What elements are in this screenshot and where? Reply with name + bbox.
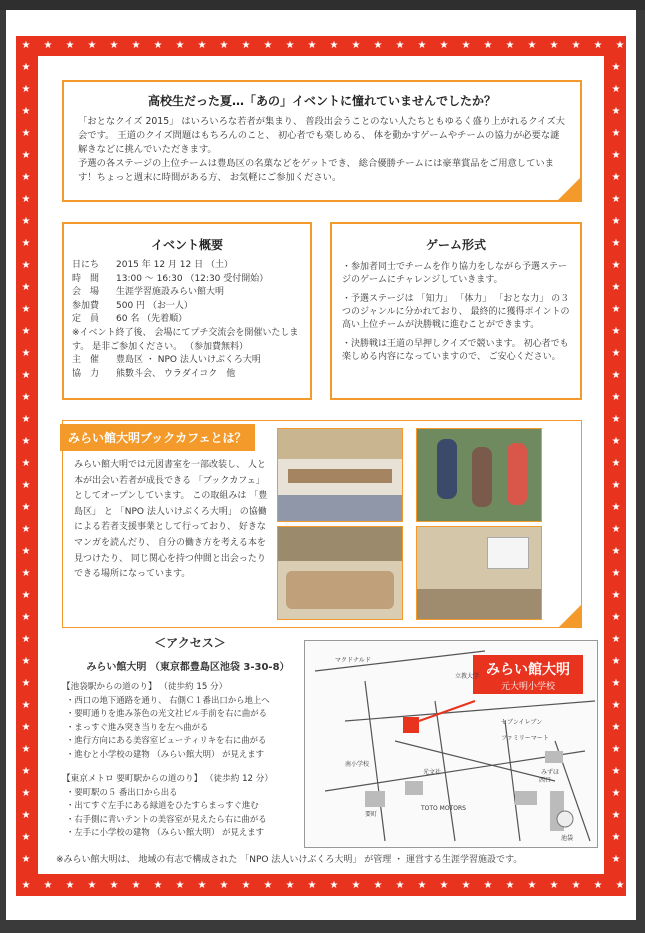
- photo-group: [277, 526, 403, 620]
- border-star: ★: [611, 788, 621, 799]
- border-star: ★: [21, 392, 31, 403]
- border-star: ★: [153, 880, 163, 891]
- format-point-2: ・予選ステージは 「知力」 「体力」 「おとな力」 の３つのジャンルに分かれており、 最終的に獲得ポイントの高い上位チームが決勝戦に進むことができます。: [342, 294, 570, 330]
- overview-key: 協 力: [72, 368, 100, 379]
- photo-person: [437, 439, 457, 499]
- border-star: ★: [109, 880, 119, 891]
- border-star: ★: [571, 40, 581, 51]
- overview-value: 豊島区 ・ NPO 法人いけぶくろ大明: [116, 355, 261, 366]
- border-star: ★: [611, 678, 621, 689]
- border-star: ★: [611, 612, 621, 623]
- border-star: ★: [611, 326, 621, 337]
- map-destination-label: [473, 655, 583, 694]
- intro-paragraph-2: 予選の各ステージの上位チームは豊島区の名菓などをゲットでき、 総合優勝チームには豪華賞品をご用意しています！ちょっと週末に時間がある方、 お気軽にご参加ください。: [78, 158, 554, 183]
- photo-presentation: [416, 526, 542, 620]
- border-star: ★: [549, 880, 559, 891]
- overview-value: 熊數斗会、 ウラダイコク 他: [116, 368, 236, 379]
- border-star: ★: [197, 880, 207, 891]
- border-star: ★: [307, 880, 317, 891]
- photo-person: [507, 443, 527, 505]
- border-star: ★: [373, 40, 383, 51]
- border-star: ★: [21, 854, 31, 865]
- border-star: ★: [483, 880, 493, 891]
- route-step: ・まっすぐ進み突き当りを左へ曲がる: [66, 721, 209, 732]
- map-text: セブンイレブン: [501, 719, 543, 726]
- border-star: ★: [21, 260, 31, 271]
- border-star: ★: [611, 128, 621, 139]
- border-star: ★: [21, 832, 31, 843]
- photo-floor: [278, 495, 402, 521]
- corner-triangle: [558, 604, 582, 628]
- border-star: ★: [21, 128, 31, 139]
- border-star: ★: [175, 880, 185, 891]
- border-star: ★: [263, 880, 273, 891]
- border-star: ★: [21, 348, 31, 359]
- border-star: ★: [439, 880, 449, 891]
- bookcafe-label: みらい館大明ブックカフェとは？: [60, 424, 255, 451]
- intro-heading: 高校生だった夏…「あの」イベントに憧れていませんでしたか？: [147, 94, 496, 108]
- border-star: ★: [65, 40, 75, 51]
- overview-value: 生涯学習施設みらい館大明: [116, 287, 225, 298]
- border-star: ★: [395, 880, 405, 891]
- format-point-3: ・決勝戦は王道の早押しクイズで競います。 初心者でも楽しめる内容になっていますので、 ご安心ください。: [342, 339, 569, 362]
- border-star: ★: [611, 304, 621, 315]
- overview-title: イベント概要: [150, 238, 223, 252]
- border-star: ★: [483, 40, 493, 51]
- route-1-list: [66, 694, 270, 761]
- map-destination: [403, 717, 419, 733]
- border-star: ★: [21, 700, 31, 711]
- overview-key: 時 間: [72, 273, 100, 284]
- border-star: ★: [611, 502, 621, 513]
- overview-key: 参加費: [72, 300, 100, 311]
- border-star: ★: [131, 880, 141, 891]
- format-title: ゲーム形式: [425, 238, 486, 252]
- border-star: ★: [549, 40, 559, 51]
- overview-value: 2015 年 12 月 12 日 （土）: [116, 260, 233, 270]
- border-star: ★: [65, 880, 75, 891]
- border-star: ★: [21, 480, 31, 491]
- map-label-main: みらい館大明: [486, 662, 570, 678]
- map-road: [345, 701, 595, 721]
- map-label-sub: 元大明小学校: [500, 682, 555, 692]
- route-step: ・要町駅の５ 番出口から出る: [66, 787, 178, 797]
- border-star: ★: [615, 40, 625, 51]
- border-star: ★: [21, 590, 31, 601]
- map-text: 立教大学: [455, 673, 480, 680]
- map-building: [545, 751, 563, 763]
- overview-value: 60 名 （先着順）: [116, 314, 188, 325]
- photo-people: [416, 428, 542, 522]
- footer-note: ※みらい館大明は、 地域の有志で構成された 「NPO 法人いけぶくろ大明」 が管理 ・ 運営する生涯学習施設です。: [56, 855, 523, 865]
- route-step: ・進行方向にある美容室ビューティリキを右に曲がる: [66, 735, 267, 746]
- overview-note: ※イベント終了後、 会場にてプチ交流会を開催いたします。 是非ご参加ください。 （参加費無料）: [72, 327, 299, 352]
- border-star: ★: [611, 414, 621, 425]
- overview-key: 定 員: [72, 314, 100, 325]
- border-star: ★: [611, 480, 621, 491]
- border-star: ★: [417, 40, 427, 51]
- border-star: ★: [329, 880, 339, 891]
- border-star: ★: [351, 880, 361, 891]
- route-1-title: 【池袋駅からの道のり】 （徒歩約 15 分）: [62, 682, 228, 692]
- border-star: ★: [593, 880, 603, 891]
- photo-floor: [417, 589, 541, 619]
- overview-key: 主 催: [72, 355, 100, 366]
- border-star: ★: [131, 40, 141, 51]
- border-star: ★: [285, 880, 295, 891]
- border-star: ★: [21, 634, 31, 645]
- overview-box: [62, 222, 312, 400]
- format-box: [330, 222, 582, 400]
- border-star: ★: [21, 678, 31, 689]
- photo-person: [472, 447, 492, 507]
- border-star: ★: [21, 546, 31, 557]
- overview-key: 会 場: [72, 287, 100, 298]
- border-star: ★: [21, 172, 31, 183]
- border-star: ★: [611, 282, 621, 293]
- border-star: ★: [285, 40, 295, 51]
- border-star: ★: [21, 304, 31, 315]
- border-star: ★: [21, 744, 31, 755]
- border-star: ★: [21, 612, 31, 623]
- intro-paragraph-1: 「おとなクイズ 2015」 はいろいろな若者が集まり、 普段出会うことのない人たちともゆるく盛り上がれるクイズ大会です。 王道のクイズ問題はもちろんのこと、 初心者でも楽しめる、 体を動かすゲームやチームの協力が必要な謎解きなどに挑んでいただきます。: [78, 116, 565, 155]
- map-text: TOTO MOTORS: [421, 805, 466, 812]
- border-star: ★: [21, 40, 31, 51]
- route-step: ・進むと小学校の建物 （みらい館大明） が見えます: [66, 748, 264, 759]
- route-2-list: [66, 786, 267, 840]
- border-star: ★: [241, 880, 251, 891]
- border-star: ★: [611, 216, 621, 227]
- photo-table: [288, 469, 392, 483]
- border-star: ★: [611, 766, 621, 777]
- border-star: ★: [197, 40, 207, 51]
- route-2-title: 【東京メトロ 要町駅からの道のり】 （徒歩約 12 分）: [62, 774, 273, 784]
- border-star: ★: [21, 414, 31, 425]
- map-text: マクドナルド: [335, 657, 371, 664]
- photo-screen: [487, 537, 529, 569]
- border-star: ★: [21, 568, 31, 579]
- border-star: ★: [307, 40, 317, 51]
- map-building: [365, 791, 385, 807]
- border-star: ★: [21, 326, 31, 337]
- border-star: ★: [219, 40, 229, 51]
- map-building: [405, 781, 423, 795]
- border-star: ★: [21, 788, 31, 799]
- map-text: 西口: [539, 777, 552, 784]
- border-star: ★: [21, 766, 31, 777]
- border-star: ★: [21, 282, 31, 293]
- intro-box: [62, 80, 582, 202]
- photo-shelf: [278, 429, 402, 459]
- border-star: ★: [611, 810, 621, 821]
- border-star: ★: [43, 880, 53, 891]
- border-star: ★: [611, 436, 621, 447]
- border-star: ★: [611, 700, 621, 711]
- map-text: 光文社: [423, 769, 442, 776]
- corner-triangle: [557, 177, 581, 201]
- border-star: ★: [21, 216, 31, 227]
- border-star: ★: [461, 880, 471, 891]
- border-star: ★: [611, 150, 621, 161]
- map-road: [395, 741, 555, 781]
- border-star: ★: [87, 880, 97, 891]
- map-text: みずほ: [541, 769, 560, 776]
- border-star: ★: [611, 722, 621, 733]
- route-step: ・西口の地下通路を通り、 右側Ｃ１番出口から地上へ: [66, 695, 270, 705]
- border-star: ★: [21, 62, 31, 73]
- route-step: ・要町通りを進み茶色の光文社ビル手前を右に曲がる: [66, 708, 267, 719]
- overview-value: 13:00 ～ 16:30 （12:30 受付開始）: [116, 273, 269, 284]
- border-star: ★: [219, 880, 229, 891]
- border-star: ★: [439, 40, 449, 51]
- border-star: ★: [87, 40, 97, 51]
- border-star: ★: [611, 392, 621, 403]
- border-star: ★: [611, 238, 621, 249]
- access-map: [304, 640, 598, 848]
- border-star: ★: [175, 40, 185, 51]
- bookcafe-text: みらい館大明では元図書室を一部改装し、 人と本が出会い若者が成長できる 「ブックカフェ」 としてオープンしています。 この取組みは 「豊島区」 と 「NPO 法人いけぶくろ大明」 の協働による若者支援事業として行っており、 好きなマンガを読んだり、 自分の働き方を考える本を見つけたり、 同じ関心を持つ仲間と出会ったりできる場所になっています。: [74, 460, 268, 580]
- border-star: ★: [21, 84, 31, 95]
- border-star: ★: [527, 880, 537, 891]
- border-star: ★: [263, 40, 273, 51]
- top-bar: [0, 0, 645, 10]
- border-star: ★: [505, 880, 515, 891]
- border-star: ★: [21, 656, 31, 667]
- border-star: ★: [571, 880, 581, 891]
- route-step: ・出てすぐ左手にある緑道をひたすらまっすぐ進む: [66, 800, 259, 811]
- border-star: ★: [21, 150, 31, 161]
- map-building: [515, 791, 537, 805]
- border-star: ★: [505, 40, 515, 51]
- format-point-1: ・参加者同士でチームを作り協力をしながら予選ステージのゲームにチャレンジしていきます。: [342, 262, 567, 285]
- border-star: ★: [351, 40, 361, 51]
- overview-value: 500 円 （お一人）: [116, 300, 193, 311]
- photo-library: [277, 428, 403, 522]
- border-star: ★: [611, 194, 621, 205]
- border-star: ★: [241, 40, 251, 51]
- border-star: ★: [109, 40, 119, 51]
- border-star: ★: [611, 84, 621, 95]
- border-star: ★: [461, 40, 471, 51]
- border-star: ★: [153, 40, 163, 51]
- photo-wall: [278, 527, 402, 561]
- map-text: 池袋: [561, 835, 574, 842]
- route-step: ・左手に小学校の建物 （みらい館大明） が見えます: [66, 827, 264, 838]
- border-star: ★: [611, 546, 621, 557]
- border-star: ★: [21, 502, 31, 513]
- border-star: ★: [611, 106, 621, 117]
- border-star: ★: [373, 880, 383, 891]
- border-star: ★: [43, 40, 53, 51]
- border-star: ★: [611, 744, 621, 755]
- border-star: ★: [611, 172, 621, 183]
- border-star: ★: [527, 40, 537, 51]
- access-heading: ＜アクセス＞: [154, 636, 226, 650]
- border-star: ★: [611, 348, 621, 359]
- overview-list: [72, 259, 302, 381]
- border-star: ★: [21, 436, 31, 447]
- access-place: みらい館大明 （東京都豊島区池袋 3-30-8）: [86, 662, 290, 673]
- border-star: ★: [611, 458, 621, 469]
- map-text: 要町: [365, 811, 378, 818]
- border-star: ★: [593, 40, 603, 51]
- border-star: ★: [611, 832, 621, 843]
- route-step: ・右手側に青いテントの美容室が見えたら右に曲がる: [66, 813, 267, 824]
- border-star: ★: [21, 238, 31, 249]
- border-star: ★: [21, 524, 31, 535]
- border-star: ★: [611, 854, 621, 865]
- border-star: ★: [21, 194, 31, 205]
- border-star: ★: [395, 40, 405, 51]
- border-star: ★: [611, 62, 621, 73]
- border-star: ★: [21, 880, 31, 891]
- map-text: ファミリーマート: [501, 735, 549, 742]
- map-text: 南小学校: [345, 761, 370, 768]
- border-star: ★: [611, 656, 621, 667]
- border-star: ★: [21, 810, 31, 821]
- photo-audience: [286, 571, 394, 609]
- map-station: [557, 811, 573, 827]
- border-star: ★: [611, 524, 621, 535]
- border-star: ★: [329, 40, 339, 51]
- border-star: ★: [21, 106, 31, 117]
- overview-key: 日にち: [72, 260, 100, 270]
- border-star: ★: [611, 634, 621, 645]
- border-star: ★: [611, 590, 621, 601]
- border-star: ★: [611, 370, 621, 381]
- border-star: ★: [615, 880, 625, 891]
- border-star: ★: [21, 458, 31, 469]
- border-star: ★: [417, 880, 427, 891]
- border-star: ★: [611, 260, 621, 271]
- border-star: ★: [611, 568, 621, 579]
- border-star: ★: [21, 722, 31, 733]
- border-star: ★: [21, 370, 31, 381]
